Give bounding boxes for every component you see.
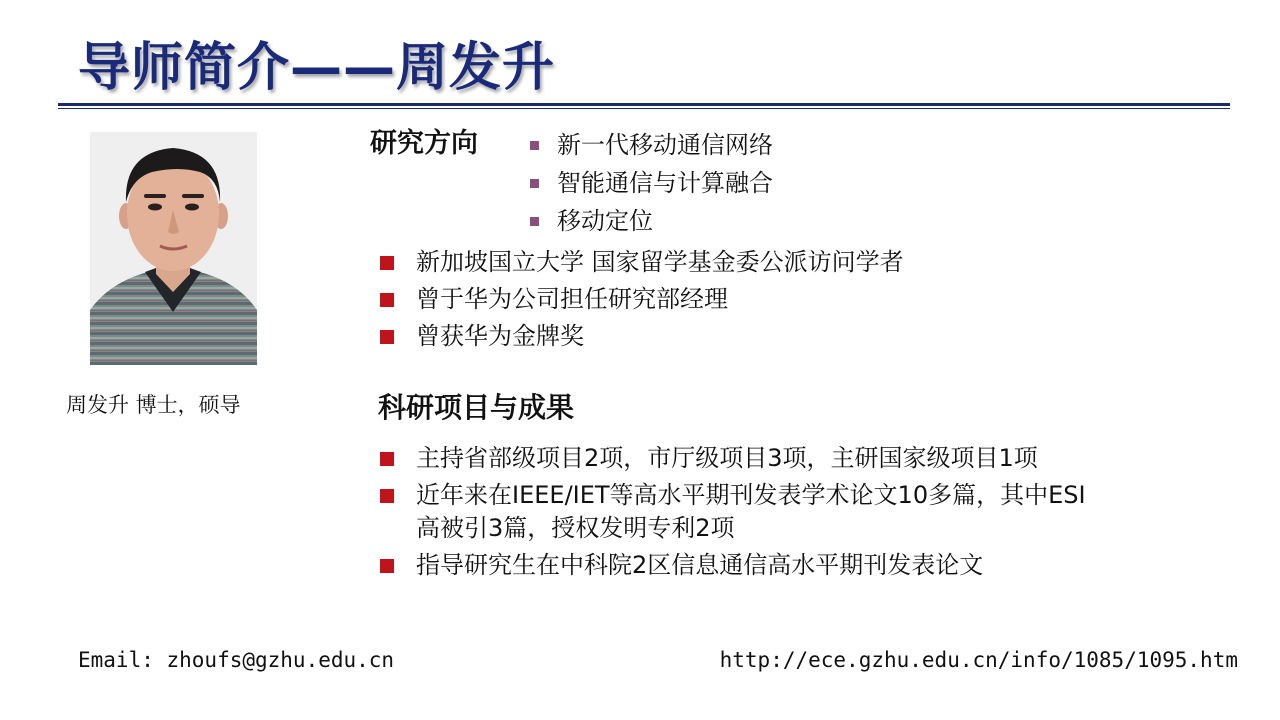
experience-item [380,283,1156,316]
projects-list [380,442,1156,586]
square-bullet-icon [380,452,394,466]
research-direction-heading: 研究方向 [370,128,478,159]
title-divider [58,103,1230,106]
experience-item [380,320,1156,353]
project-text: 近年来在IEEE/IET等高水平期刊发表学术论文10多篇，其中ESI 高被引3篇，授权发明专利2项 [416,481,1086,542]
square-bullet-icon [380,559,394,573]
slide-title: 导师简介——周发升 [78,38,556,98]
research-direction-list [530,126,773,240]
experience-list [380,246,1156,357]
research-direction-text: 移动定位 [557,207,653,235]
experience-text: 曾于华为公司担任研究部经理 [416,285,728,313]
footer-email: Email: zhoufs@gzhu.edu.cn [78,648,395,672]
project-item [380,479,1156,545]
research-direction-item [530,126,773,164]
project-item [380,549,1156,582]
footer-url: http://ece.gzhu.edu.cn/info/1085/1095.htm [719,648,1238,672]
square-bullet-icon [530,217,539,226]
projects-heading: 科研项目与成果 [378,391,575,424]
square-bullet-icon [380,256,394,270]
research-direction-text: 智能通信与计算融合 [557,169,773,197]
square-bullet-icon [380,293,394,307]
project-item [380,442,1156,475]
project-text: 主持省部级项目2项，市厅级项目3项，主研国家级项目1项 [416,444,1038,472]
experience-item [380,246,1156,279]
research-direction-item [530,164,773,202]
portrait-photo [90,132,257,365]
research-direction-item [530,202,773,240]
square-bullet-icon [530,179,539,188]
portrait-illustration [90,132,257,365]
experience-text: 曾获华为金牌奖 [416,322,584,350]
profile-caption: 周发升 博士，硕导 [66,393,241,417]
project-text: 指导研究生在中科院2区信息通信高水平期刊发表论文 [416,551,984,579]
square-bullet-icon [380,489,394,503]
title-divider-thin [58,108,1230,109]
experience-text: 新加坡国立大学 国家留学基金委公派访问学者 [416,248,904,276]
square-bullet-icon [380,330,394,344]
square-bullet-icon [530,141,539,150]
research-direction-text: 新一代移动通信网络 [557,131,773,159]
